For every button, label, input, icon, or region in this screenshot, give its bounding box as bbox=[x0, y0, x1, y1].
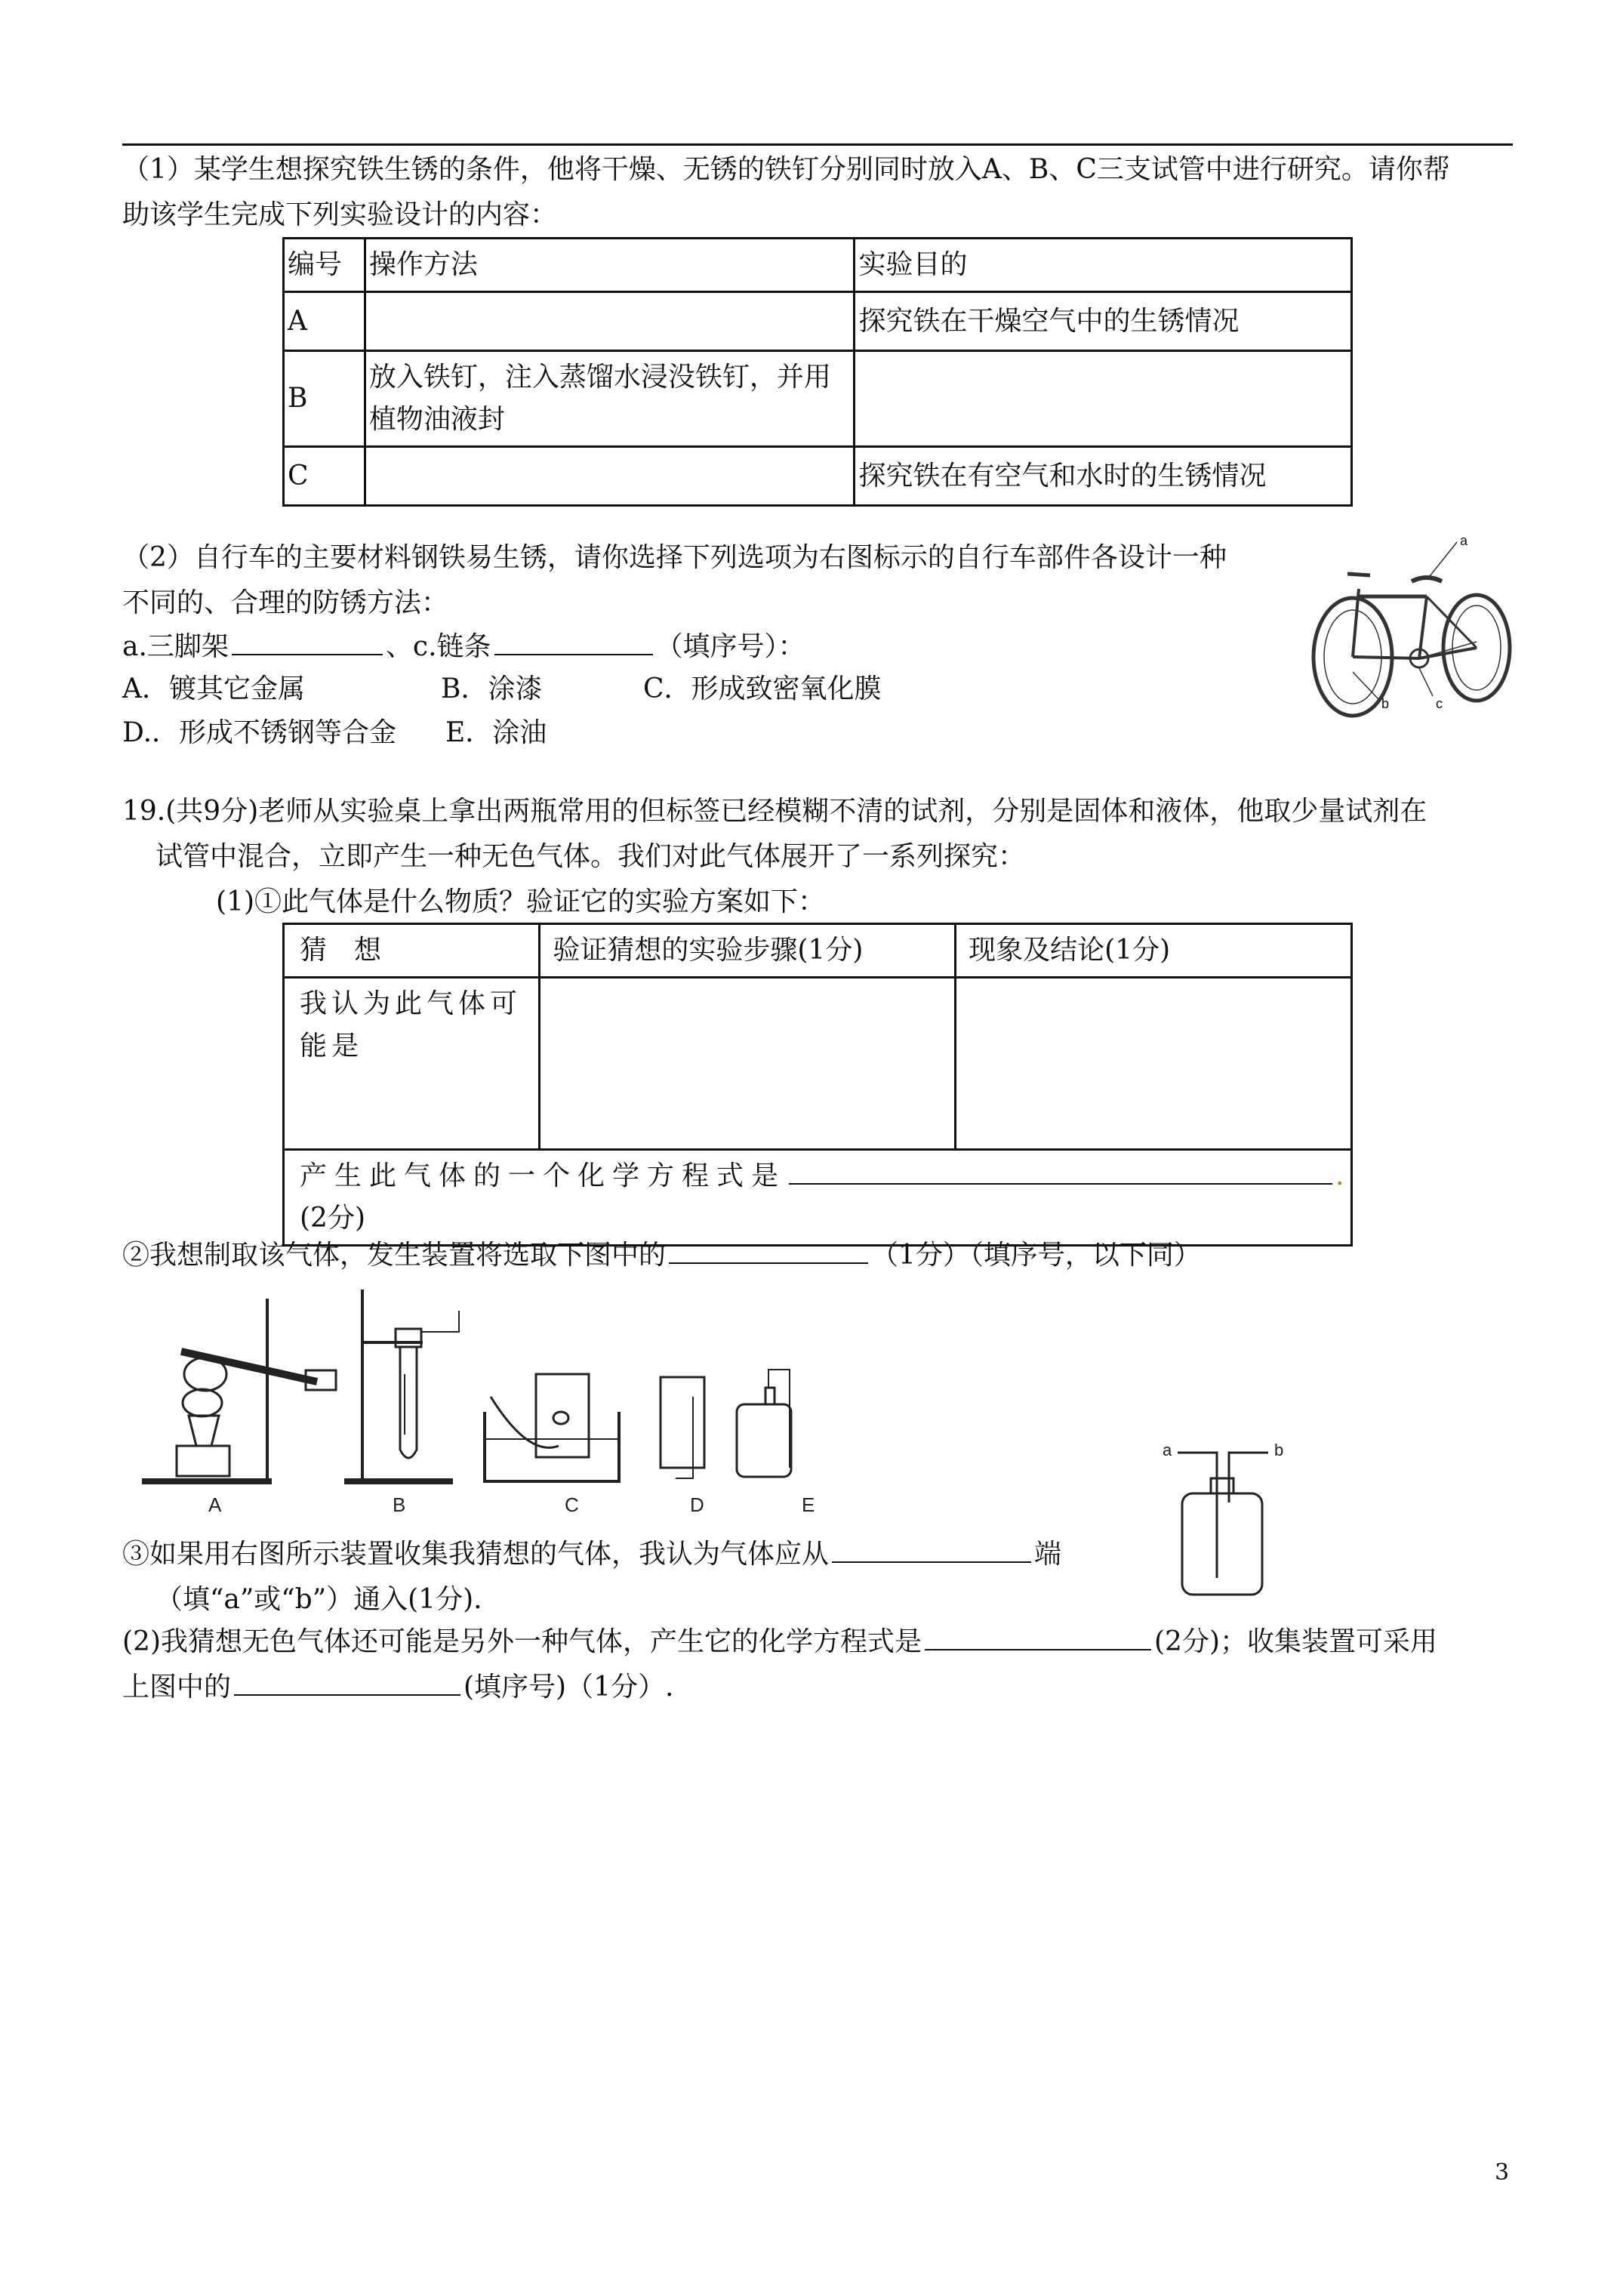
table1-header-method: 操作方法 bbox=[365, 239, 855, 292]
table1-cell-blank bbox=[855, 351, 1352, 447]
table1-cell: 探究铁在有空气和水时的生锈情况 bbox=[855, 447, 1352, 506]
table2-header-result: 现象及结论(1分) bbox=[956, 924, 1352, 978]
answer-blank-inlet[interactable] bbox=[832, 1534, 1031, 1563]
q19-sub4-line2 bbox=[122, 1666, 673, 1709]
bottle-label-a: a bbox=[1163, 1441, 1172, 1459]
table2-equation-row bbox=[284, 1150, 1352, 1246]
q19-sub3-line2: （填“a”或“b”）通入(1分). bbox=[156, 1584, 482, 1615]
bottle-label-b: b bbox=[1274, 1441, 1284, 1459]
bike-label-c: c bbox=[1436, 696, 1443, 711]
apparatus-label-e: E bbox=[802, 1493, 815, 1516]
sub3-text: ③如果用右图所示装置收集我猜想的气体，我认为气体应从 bbox=[122, 1539, 830, 1570]
answer-blank-equation2[interactable] bbox=[925, 1622, 1151, 1650]
table2-result-blank[interactable] bbox=[956, 978, 1352, 1150]
top-rule bbox=[122, 143, 1513, 146]
option-b: B．涂漆 bbox=[441, 673, 543, 704]
table1-header-id: 编号 bbox=[284, 239, 365, 292]
apparatus-label-b: B bbox=[393, 1493, 406, 1516]
answer-blank-generator[interactable] bbox=[669, 1235, 868, 1264]
option-e: E．涂油 bbox=[445, 717, 547, 748]
apparatus-label-c: C bbox=[565, 1493, 579, 1516]
sub2-tail: （1分）（填序号，以下同） bbox=[871, 1240, 1201, 1271]
q19-sub1: (1)①此气体是什么物质？验证它的实验方案如下： bbox=[216, 886, 825, 917]
q18-p1-line1: （1）某学生想探究铁生锈的条件，他将干燥、无锈的铁钉分别同时放入A、B、C三支试管中进行研究。请你帮 bbox=[122, 154, 1450, 185]
equation-dot: . bbox=[1335, 1160, 1344, 1191]
sub4-mid: (2分)；收集装置可采用 bbox=[1154, 1626, 1437, 1657]
q19-intro-line1: 19.(共9分)老师从实验桌上拿出两瓶常用的但标签已经模糊不清的试剂，分别是固体和液体，他取少量试剂在 bbox=[122, 796, 1427, 827]
sub4-text: (2)我猜想无色气体还可能是另外一种气体，产生它的化学方程式是 bbox=[122, 1626, 922, 1657]
table1-cell-blank bbox=[365, 447, 855, 506]
apparatus-figure bbox=[136, 1284, 845, 1518]
sub3-tail: 端 bbox=[1034, 1539, 1062, 1570]
q18-p2-fill bbox=[122, 625, 805, 669]
equation-label: 产生此气体的一个化学方程式是 bbox=[300, 1160, 787, 1191]
table1-header-purpose: 实验目的 bbox=[855, 239, 1352, 292]
table1-cell: 探究铁在干燥空气中的生锈情况 bbox=[855, 292, 1352, 351]
fill-label-frame: a.三脚架 bbox=[122, 631, 229, 662]
q19-sub2 bbox=[122, 1234, 1201, 1277]
answer-blank-collector[interactable] bbox=[234, 1667, 460, 1696]
gas-experiment-table bbox=[282, 923, 1353, 1247]
q19-sub4 bbox=[122, 1620, 1437, 1664]
fill-label-chain: 、c.链条 bbox=[385, 631, 491, 662]
option-a: A．镀其它金属 bbox=[122, 673, 305, 704]
table1-cell: 放入铁钉，注入蒸馏水浸没铁钉，并用植物油液封 bbox=[365, 351, 855, 447]
bicycle-figure bbox=[1306, 529, 1532, 732]
table2-header-guess: 猜 想 bbox=[284, 924, 540, 978]
apparatus-label-a: A bbox=[208, 1493, 222, 1516]
bike-label-a: a bbox=[1460, 533, 1468, 548]
q19-sub3 bbox=[122, 1533, 1061, 1576]
page-number: 3 bbox=[1495, 2159, 1510, 2186]
gas-bottle-figure bbox=[1147, 1427, 1298, 1601]
q19-intro-line2: 试管中混合，立即产生一种无色气体。我们对此气体展开了一系列探究： bbox=[156, 841, 1026, 872]
equation-score: (2分) bbox=[300, 1203, 365, 1234]
fill-label-tail: （填序号）： bbox=[655, 631, 805, 662]
equation-blank[interactable] bbox=[789, 1156, 1332, 1185]
q18-p2-line1: （2）自行车的主要材料钢铁易生锈，请你选择下列选项为右图标示的自行车部件各设计一种 bbox=[122, 542, 1227, 573]
apparatus-label-d: D bbox=[690, 1493, 704, 1516]
sub4-tail: (填序号)（1分）. bbox=[463, 1672, 674, 1703]
table1-cell: A bbox=[284, 292, 365, 351]
option-c: C．形成致密氧化膜 bbox=[643, 673, 882, 704]
q18-p1-line2: 助该学生完成下列实验设计的内容： bbox=[122, 199, 558, 230]
table1-cell-blank bbox=[365, 292, 855, 351]
sub2-text: ②我想制取该气体，发生装置将选取下图中的 bbox=[122, 1240, 667, 1271]
rust-experiment-table bbox=[282, 237, 1353, 507]
table1-cell: B bbox=[284, 351, 365, 447]
bike-label-b: b bbox=[1381, 696, 1390, 711]
table1-cell: C bbox=[284, 447, 365, 506]
answer-blank-frame[interactable] bbox=[232, 627, 383, 655]
answer-blank-chain[interactable] bbox=[494, 627, 653, 655]
sub4-prefix: 上图中的 bbox=[122, 1672, 232, 1703]
option-d: D.．形成不锈钢等合金 bbox=[122, 717, 397, 748]
table2-steps-blank[interactable] bbox=[540, 978, 956, 1150]
q18-p2-line2: 不同的、合理的防锈方法： bbox=[122, 587, 449, 618]
table2-header-steps: 验证猜想的实验步骤(1分) bbox=[540, 924, 956, 978]
table2-guess-cell: 我认为此气体可能是 bbox=[284, 978, 540, 1150]
